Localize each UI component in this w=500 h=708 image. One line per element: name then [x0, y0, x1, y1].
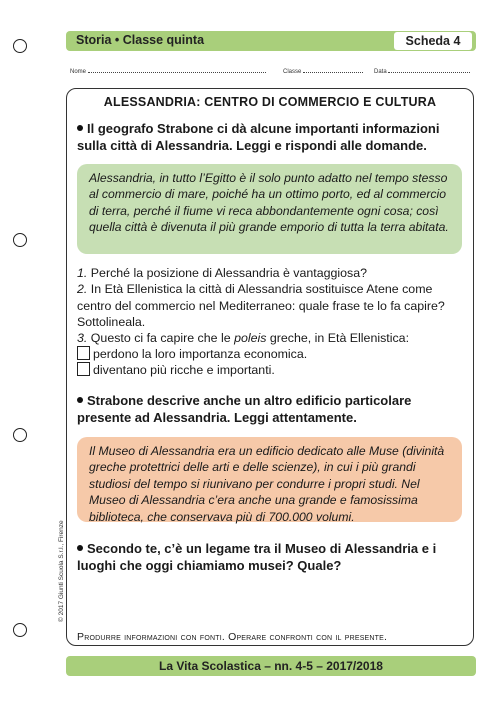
checkbox-option-2[interactable]: [77, 362, 90, 376]
binder-hole-2: [13, 233, 27, 247]
header-subject: Storia • Classe quinta: [76, 33, 205, 47]
class-field[interactable]: [283, 66, 363, 75]
bullet-icon: [77, 397, 83, 403]
question-2: 2. In Età Ellenistica la città di Alessandria sostituisce Atene come centro del commercio nel Mediterraneo: quale frase te lo fa capire? Sottolineala.: [77, 282, 445, 329]
bullet-icon: [77, 125, 83, 131]
date-field[interactable]: [374, 66, 470, 75]
sheet-number: Scheda 4: [394, 32, 472, 50]
worksheet-title: ALESSANDRIA: CENTRO DI COMMERCIO E CULTURA: [103, 95, 437, 109]
name-field[interactable]: [70, 66, 266, 75]
bullet-icon: [77, 545, 83, 551]
section1-intro: Il geografo Strabone ci dà alcune importanti informazioni sulla città di Alessandria. Leggi e rispondi alle domande.: [77, 121, 440, 153]
name-label: Nome: [70, 69, 87, 75]
copyright-text: © 2017 Giunti Scuola S.r.l., Firenze: [58, 520, 65, 622]
worksheet-box: [66, 88, 474, 646]
museum-quote: Il Museo di Alessandria era un edificio dedicato alle Muse (divinità greche protettrici delle arti e delle scienze), in cui i più grandi studiosi del tempo si riunivano per condurre i propri studi. Nel Museo di Alessandria c’era anche una grande e famosissima biblioteca, che conservava più di 700.000 volumi.: [77, 437, 462, 522]
binder-hole-1: [13, 39, 27, 53]
header-bar: [66, 31, 476, 51]
date-label: Data: [374, 69, 387, 75]
section2-intro: Strabone descrive anche un altro edificio particolare presente ad Alessandria. Leggi attentamente.: [77, 393, 412, 425]
option-1[interactable]: perdono la loro importanza economica.: [77, 346, 465, 363]
bottom-bar: La Vita Scolastica – nn. 4-5 – 2017/2018: [66, 656, 476, 676]
question-1: 1. Perché la posizione di Alessandria è vantaggiosa?: [77, 266, 368, 280]
section3-question: Secondo te, c’è un legame tra il Museo di Alessandria e i luoghi che oggi chiamiamo musei? Quale?: [77, 541, 437, 573]
option-2[interactable]: diventano più ricche e importanti.: [77, 362, 465, 379]
skills-note: Produrre informazioni con fonti. Operare confronti con il presente.: [77, 631, 388, 643]
binder-hole-3: [13, 428, 27, 442]
question-3: 3. Questo ci fa capire che le poleis greche, in Età Ellenistica:: [77, 331, 410, 345]
class-label: Classe: [283, 69, 302, 75]
strabone-quote: Alessandria, in tutto l’Egitto è il solo punto adatto nel tempo stesso al commercio di mare, poiché ha un ottimo porto, ed al commercio di terra, perché il fiume vi reca abbondantemente ogni cosa; così quella città è divenuta il più grande emporio di tutta la terra abitata.: [77, 164, 462, 254]
checkbox-option-1[interactable]: [77, 346, 90, 360]
binder-hole-4: [13, 623, 27, 637]
